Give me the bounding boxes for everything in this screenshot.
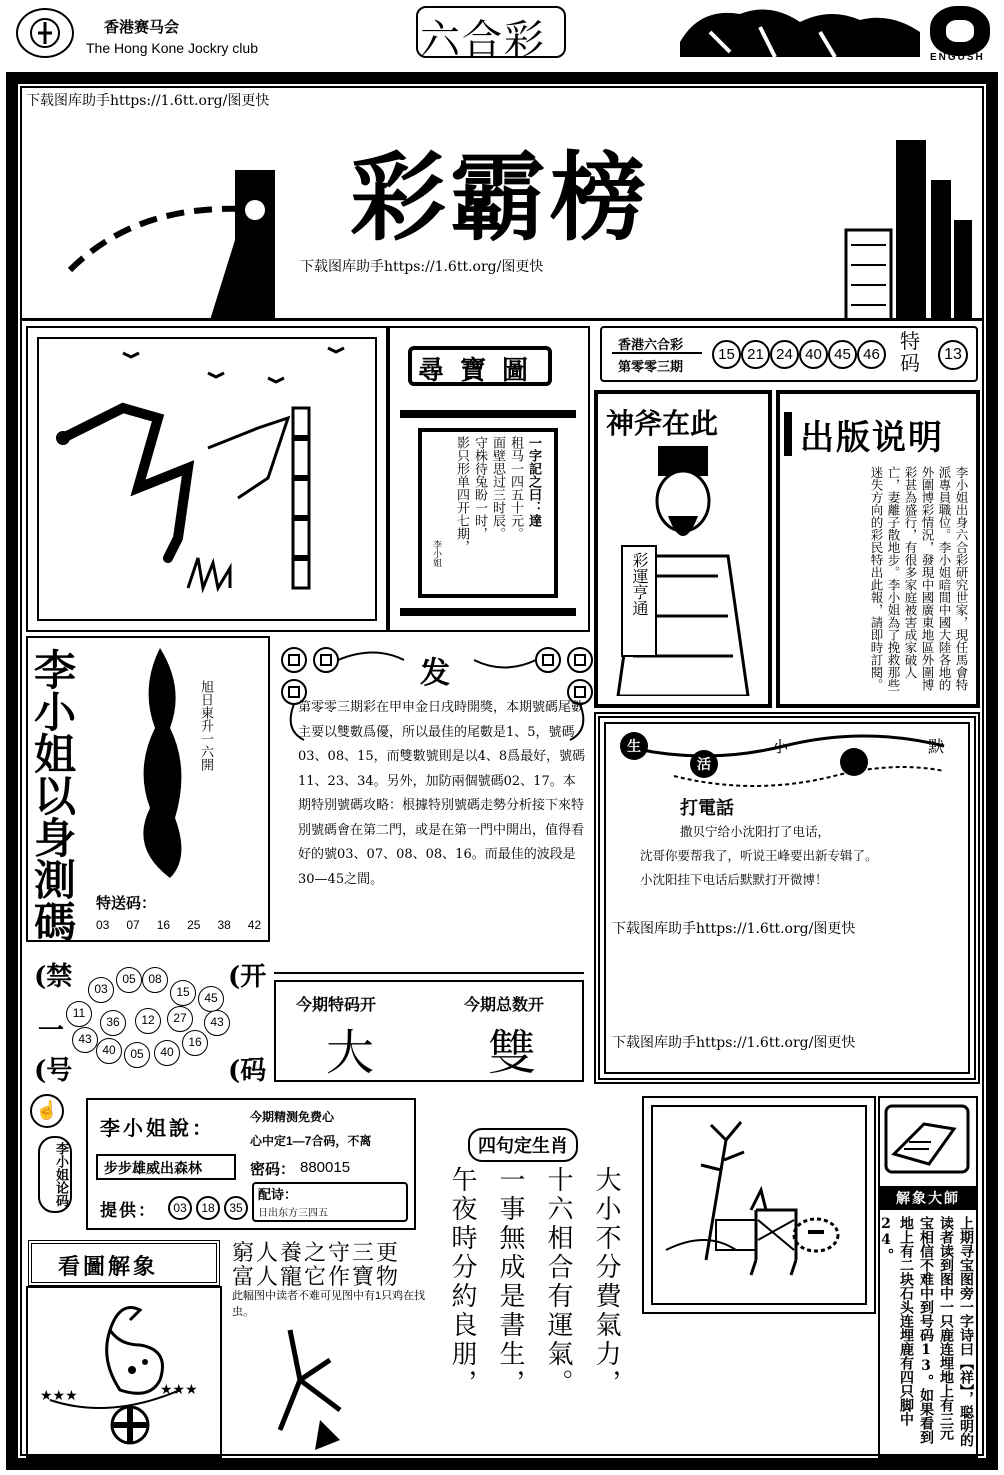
four-line-col-4: 午夜時分約良朋，: [447, 1166, 477, 1398]
result-divider: [612, 352, 702, 354]
ban-ball: 27: [167, 1006, 193, 1032]
banner-title: 彩霸榜: [350, 141, 650, 254]
result-ball: 46: [857, 340, 886, 369]
ban-ball: 05: [124, 1042, 150, 1068]
apple-icon: [930, 6, 990, 56]
send-number: 03: [96, 918, 110, 932]
provide-ball: 18: [196, 1196, 220, 1220]
ban-ball: 05: [116, 967, 142, 993]
org-name-en: The Hong Kone Jockry club: [86, 40, 258, 56]
four-line-title: 四句定生肖: [468, 1128, 578, 1162]
treasure-poem-4: 影只形单四开七期，: [454, 436, 469, 553]
special-ball: 13: [938, 340, 968, 370]
poem-label: 配诗：: [258, 1188, 298, 1203]
thumbs-up-icon: ☝: [30, 1094, 64, 1128]
miss-li-slogan-2: 心中定1—7合码，不离: [250, 1134, 372, 1148]
publish-title-bar: [784, 412, 792, 456]
result-label-bottom: 第零零三期: [618, 359, 684, 374]
ban-ball: 11: [66, 1001, 92, 1027]
four-line-col-3: 一事無成是書生，: [495, 1166, 525, 1398]
watermark-top: 下载图库助手https://1.6tt.org/图更快: [26, 93, 270, 109]
send-numbers: [96, 918, 261, 932]
send-number: 25: [187, 918, 201, 932]
banner-left-art: [60, 120, 310, 320]
horse-silhouette: [680, 2, 930, 62]
reading-hand-icon: [884, 1104, 970, 1174]
poem-text: 日出东方三四五: [258, 1208, 328, 1219]
svg-text:★★★: ★★★: [160, 1382, 198, 1398]
riddle-picture-box: [26, 326, 388, 632]
master-title: 解象大師: [880, 1186, 976, 1210]
publish-title: 出版说明: [800, 418, 944, 458]
ban-label-mid: 一: [38, 1016, 65, 1046]
send-number: 38: [217, 918, 231, 932]
ban-ball: 45: [198, 986, 224, 1012]
result-label-top: 香港六合彩: [618, 337, 684, 352]
provide-ball: 03: [168, 1196, 192, 1220]
miss-li-phrase: 步步雄威出森林: [104, 1160, 202, 1176]
life-title: 打電話: [680, 798, 734, 819]
ban-ball: 36: [100, 1010, 126, 1036]
article-body: 第零零三期彩在甲申金日戌時開獎，本期號碼尾數主要以雙數爲優，所以最佳的尾數是1、5，號碼03、08、15，而雙數號則是以4、8爲最好，號碼11、23、34。另外，加防兩個號碼02、17。本期特別號碼攻略：根據特別號碼走勢分析接下來特別號碼會在第二門，或是在第一門中開出，值得看好的號03、07、08、08、16。而最佳的波段是30—45之間。: [298, 700, 586, 887]
miss-li-side: 李小姐论码: [38, 1136, 72, 1213]
ban-ball: 16: [182, 1030, 208, 1056]
life-line-2: 沈哥你要帮我了，听说王峰要出新专辑了。: [640, 849, 878, 863]
result-ball: 40: [799, 340, 828, 369]
ban-ball: 43: [204, 1010, 230, 1036]
life-line-1: 撒贝宁给小沈阳打了电话，: [680, 825, 831, 839]
master-text: 上期寻宝图旁一字诗曰【祥】，聪明的读者读到图中一只鹿连埋地上有三元宝相信不难中到号码13。如果看到地上有二块石头连埋鹿有四只脚中24。: [878, 1216, 974, 1447]
ban-ball: 03: [88, 977, 114, 1003]
ban-ball: 15: [170, 980, 196, 1006]
watermark-mid: 下载图库助手https://1.6tt.org/图更快: [300, 259, 544, 275]
open-label-bottom: (码: [228, 1056, 267, 1086]
treasure-poem-title: 一字記之曰：達: [526, 436, 541, 527]
treasure-author: 李小姐: [431, 540, 441, 567]
bird-sketch: [260, 1320, 370, 1470]
life-char-4: 默: [928, 737, 945, 756]
result-ball: 24: [770, 340, 799, 369]
result-ball: 45: [828, 340, 857, 369]
open-label-top: (开: [228, 962, 267, 992]
result-ball: 15: [712, 340, 741, 369]
god-scroll-text: 彩運亨通: [630, 552, 649, 616]
special-top-rule: [274, 972, 584, 974]
four-line-col-2: 十六相合有運氣。: [543, 1166, 573, 1398]
ban-ball: 12: [135, 1008, 161, 1034]
special-label-1: 今期特码开: [296, 997, 377, 1014]
look-verse-1: 窮人養之守三更: [232, 1241, 401, 1266]
look-picture: [30, 1290, 220, 1456]
send-number: 16: [156, 918, 171, 932]
ban-ball: 08: [142, 967, 168, 993]
look-verse-2: 富人寵它作寶物: [232, 1265, 401, 1290]
treasure-poem-1: 租马一四五十元。: [508, 436, 523, 540]
org-name-cn: 香港赛马会: [104, 19, 180, 36]
treasure-poem-3: 守株待兔盼一时，: [472, 436, 487, 540]
hkjc-logo: [16, 8, 74, 58]
treasure-poem-2: 面壁思过三时辰。: [490, 436, 505, 540]
publish-body: 李小姐出身六合彩研究世家，現任馬會特派專員職位。李小姐暗間中國大陸各地的外圍博彩情況，發現中國廣東地區外圍博彩甚為盛行，有很多家庭被害成家破人亡，妻離子散地步。李小姐為了挽救那些迷失方向的彩民特出此報，請即時訂閱。: [869, 466, 969, 691]
special-label-2: 今期总数开: [464, 997, 545, 1014]
skyline-art: [836, 120, 976, 320]
special-value-1: 大: [326, 1025, 375, 1081]
god-title: 神斧在此: [606, 407, 719, 440]
send-number: 07: [126, 918, 140, 932]
look-caption: 此幅图中读者不难可见图中有1只鸡在找虫。: [232, 1290, 426, 1318]
life-line-3: 小沈阳挂下电话后默默打开微博！: [640, 873, 828, 887]
watermark-life-1: 下载图库助手https://1.6tt.org/图更快: [612, 921, 856, 937]
special-label: 特码: [900, 329, 920, 375]
measure-title: 李小姐以身測碼: [28, 648, 77, 942]
life-char-1: 生: [627, 739, 641, 755]
life-char-2: 活: [697, 757, 711, 773]
ban-label-bottom: (号: [34, 1056, 73, 1086]
measure-figure: [130, 648, 200, 888]
life-char-3: 小: [772, 737, 789, 756]
english-label: ENGUSH: [930, 52, 985, 63]
treasure-title: 尋寶圖: [418, 356, 545, 386]
deer-picture: [646, 1100, 872, 1310]
miss-li-title: 李小姐說：: [100, 1116, 215, 1140]
special-value-2: 雙: [488, 1025, 537, 1081]
send-label: 特送码：: [96, 894, 157, 912]
miss-li-slogan-1: 今期精测免费心: [250, 1110, 335, 1124]
svg-text:★★★: ★★★: [40, 1388, 78, 1404]
result-numbers: [712, 340, 886, 369]
ban-ball: 40: [96, 1038, 122, 1064]
look-title: 看圖解象: [58, 1254, 159, 1280]
pwd-label: 密码：: [250, 1160, 296, 1178]
measure-vertical-note: 旭日東升一六開: [198, 680, 213, 771]
watermark-life-2: 下载图库助手https://1.6tt.org/图更快: [612, 1035, 856, 1051]
header-title: 六合彩: [420, 17, 546, 63]
riddle-picture: [28, 328, 386, 630]
four-line-col-1: 大小不分費氣力，: [591, 1166, 621, 1398]
banner-divider: [20, 318, 984, 321]
provide-ball: 35: [224, 1196, 248, 1220]
send-number: 42: [247, 918, 262, 932]
result-ball: 21: [741, 340, 770, 369]
ban-ball: 40: [154, 1040, 180, 1066]
provide-label: 提供：: [100, 1201, 157, 1221]
article-heading: 发: [420, 656, 450, 691]
ban-label-top: (禁: [34, 962, 73, 992]
pwd-value: 880015: [300, 1159, 351, 1176]
ban-ball: 43: [72, 1027, 98, 1053]
